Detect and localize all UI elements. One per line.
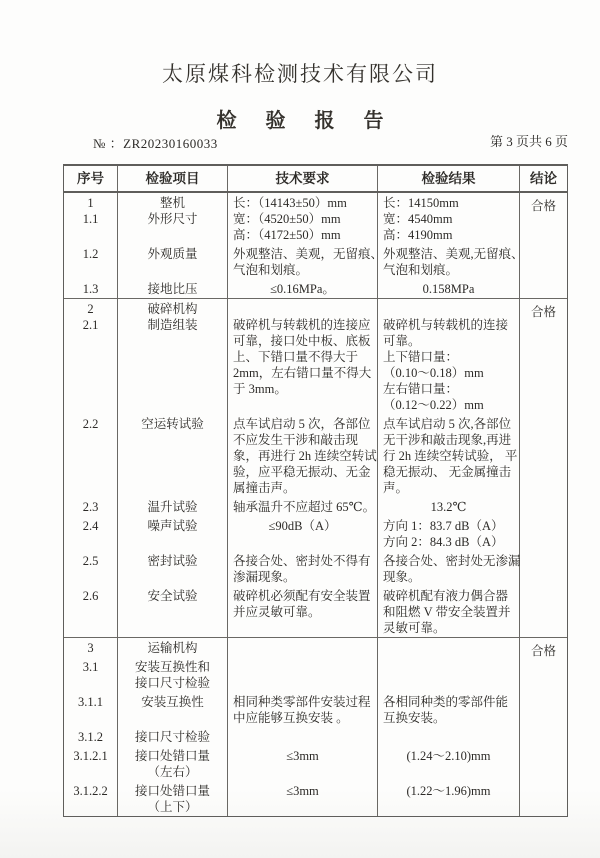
table-section-1 [64,193,567,299]
text-line: 高：（4172±50）mm [233,228,341,242]
text-line: 点车试启动 5 次，各部位 [233,417,371,431]
report-meta [63,133,568,153]
text-line: 宽：（4520±50）mm [233,212,341,226]
text-line: 左右错口量： [383,382,459,396]
text-line: 接口尺寸检验 [134,730,210,744]
row-result [378,638,520,657]
text-line: 安装互换性 [141,695,204,709]
text-line: 2mm，左右错口量不得大 [233,366,372,380]
row-no [64,727,118,746]
text-line: 1 [87,196,94,210]
row-result [378,781,520,816]
row-item [118,299,228,414]
row-result [378,551,520,586]
text-line: 现象。 [383,570,421,584]
col-header-conclusion: 结论 [530,171,557,186]
text-line [233,301,374,317]
conclusion-cell: 合格 [530,305,556,319]
row-requirement [228,516,378,551]
text-line [383,301,516,317]
text-line: 2.3 [82,500,99,514]
text-line: 3 [87,641,94,655]
text-line: 1.1 [82,212,99,226]
col-header-no: 序号 [64,166,118,191]
row-no [64,414,118,497]
row-no [64,781,118,816]
text-line: 互换安装。 [383,711,446,725]
text-line: 外观整洁、美观，无留痕、 [233,247,384,261]
row-item [118,586,228,637]
text-line: 灵敏可靠。 [383,621,446,635]
text-line: 长：（14143±50）mm [233,196,347,210]
text-line: 不应发生干涉和敲击现 [233,433,359,447]
row-no [64,692,118,727]
text-line: 各接合处、密封处不得有 [233,554,371,568]
text-line: (1.22～1.96)mm [406,784,491,798]
text-line: 2.4 [82,519,99,533]
text-line: 3.1 [82,660,99,674]
text-line: 点车试启动 5 次,各部位 [383,417,512,431]
text-line: 可靠，接口处中板、底板 [233,334,371,348]
text-line: 和阻燃 V 带安全装置并 [383,605,511,619]
text-line: 运输机构 [147,641,198,655]
row-item [118,279,228,298]
row-no [64,638,118,657]
row-requirement [228,781,378,816]
row-result [378,299,520,414]
row-item [118,551,228,586]
conclusion-cell: 合格 [530,199,556,213]
text-line: 稳无振动、 无金属撞击 [383,465,512,479]
text-line: ≤3mm [286,749,319,763]
table-header-row [64,166,567,193]
row-result [378,692,520,727]
text-line: 3.1.1 [78,695,103,709]
row-no [64,551,118,586]
text-line: 2.1 [82,318,99,332]
text-line: 无干涉和敲击现象,再进 [383,433,512,447]
text-line: 声。 [383,481,409,495]
text-line: 接口处错口量 [134,749,210,763]
text-line: 2.5 [82,554,99,568]
text-line: 高：4190mm [383,228,453,242]
report-number [93,133,218,152]
text-line: 3.1.2 [78,730,103,744]
report-number-value: ZR20230160033 [123,136,218,151]
row-item [118,657,228,692]
row-requirement [228,244,384,279]
text-line: 渗漏现象。 [233,570,296,584]
row-no [64,497,118,516]
text-line: ≤0.16MPa。 [270,282,335,296]
text-line: 各相同种类的零部件能 [383,695,509,709]
row-item [118,781,228,816]
text-line: 接口尺寸检验 [134,676,210,690]
text-line: 密封试验 [147,554,198,568]
text-line: 并应灵敏可靠。 [233,605,321,619]
text-line: 中应能够互换安装 。 [233,711,349,725]
row-item [118,193,228,244]
row-requirement [228,638,378,657]
text-line: 破碎机必须配有安全装置 [233,589,371,603]
text-line: 长：14150mm [383,196,459,210]
text-line: 温升试验 [147,500,198,514]
row-item [118,414,228,497]
text-line: 破碎机与转载机的连接应 [233,318,371,332]
col-header-requirement: 技术要求 [228,166,378,191]
text-line: （0.12～0.22）mm [383,398,484,412]
text-line: 安装互换性和 [134,660,210,674]
row-requirement [228,193,378,244]
text-line: ≤90dB（A） [268,519,337,533]
text-line: 空运转试验 [141,417,204,431]
text-line: 属撞击声。 [233,481,296,495]
text-line: 各接合处、密封处无渗漏 [383,554,521,568]
row-requirement [228,727,378,746]
text-line: 宽：4540mm [383,212,453,226]
table-body [64,193,567,816]
text-line: 3.1.2.2 [73,784,108,798]
row-item [118,746,228,781]
row-requirement [228,586,378,637]
col-header-item: 检验项目 [118,166,228,191]
row-result [378,193,520,244]
report-number-label: № ： [93,136,124,151]
text-line: 1.3 [82,282,99,296]
page-indicator: 第 3 页共 6 页 [489,134,568,149]
text-line: （上下） [147,800,198,814]
text-line: 轴承温升不应超过 65℃。 [233,500,376,514]
row-item [118,497,228,516]
text-line: 于 3mm。 [233,382,287,396]
text-line: 1.2 [82,247,99,261]
row-item [118,516,228,551]
row-requirement [228,551,378,586]
text-line: 象，再进行 2h 连续空转试 [233,449,377,463]
text-line: 行 2h 连续空转试验， 平 [383,449,518,463]
text-line: 2.6 [82,589,99,603]
text-line: 整机 [159,196,185,210]
text-line: 接地比压 [147,282,198,296]
row-requirement [228,692,378,727]
row-result [378,497,520,516]
row-no [64,193,118,244]
col-header-result: 检验结果 [378,166,520,191]
text-line: 外观整洁、美观,无留痕、 [383,247,524,261]
row-result [378,586,520,637]
row-requirement [228,414,378,497]
row-no [64,586,118,637]
row-no [64,299,118,414]
row-no [64,516,118,551]
row-result [378,657,520,692]
text-line: 制造组装 [147,318,198,332]
row-no [64,657,118,692]
text-line: 0.158MPa [422,282,475,296]
row-result [378,516,520,551]
row-item [118,692,228,727]
text-line: 方向 1：83.7 dB（A） [383,519,504,533]
row-item [118,244,228,279]
text-line: 2 [87,302,94,316]
row-requirement [228,279,378,298]
row-result [378,279,520,298]
table-section-3 [64,638,567,816]
row-result [378,244,524,279]
text-line: 安全试验 [147,589,198,603]
row-requirement [228,497,378,516]
text-line: 2.2 [82,417,99,431]
text-line: 方向 2：84.3 dB（A） [383,535,504,549]
text-line: 破碎机配有液力偶合器 [383,589,509,603]
text-line: 破碎机构 [147,302,198,316]
text-line: 验，应平稳无振动、无金 [233,465,371,479]
text-line: 外形尺寸 [147,212,198,226]
row-no [64,244,118,279]
inspection-table [63,164,568,817]
text-line: 破碎机与转载机的连接 [383,318,509,332]
row-no [64,279,118,298]
row-result [378,414,520,497]
text-line: 上下错口量： [383,350,459,364]
text-line: （左右） [147,765,198,779]
row-result [378,727,520,746]
row-result [378,746,520,781]
row-requirement [228,746,378,781]
text-line: 可靠。 [383,334,421,348]
text-line: 13.2℃ [430,500,467,514]
row-item [118,638,228,657]
row-item [118,727,228,746]
text-line: 气泡和划痕。 [383,263,459,277]
row-requirement [228,299,378,414]
table-section-2 [64,299,567,638]
company-title: 太原煤科检测技术有限公司 [162,62,438,86]
text-line: 接口处错口量 [134,784,210,798]
text-line: 外观质量 [147,247,198,261]
text-line: （0.10～0.18）mm [383,366,484,380]
text-line: (1.24～2.10)mm [406,749,491,763]
report-title: 检 验 报 告 [216,110,396,132]
conclusion-cell: 合格 [530,644,556,658]
text-line: ≤3mm [286,784,319,798]
row-no [64,746,118,781]
text-line: 噪声试验 [147,519,198,533]
row-requirement [228,657,378,692]
text-line: 相同种类零部件安装过程 [233,695,371,709]
text-line: 3.1.2.1 [73,749,108,763]
text-line: 气泡和划痕。 [233,263,309,277]
text-line: 上、下错口量不得大于 [233,350,359,364]
